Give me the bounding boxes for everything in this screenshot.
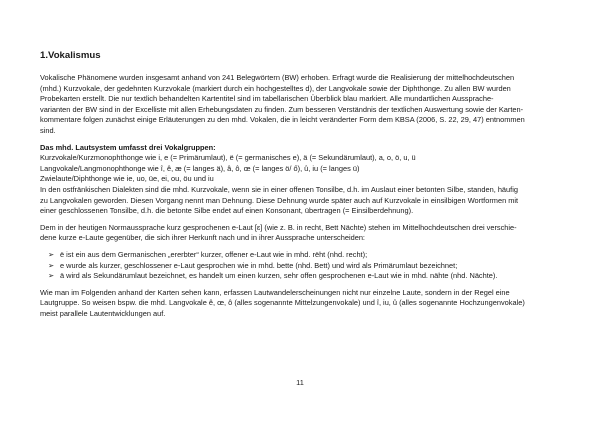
text-line: Probekarten erstellt. Die nur textlich behandelten Kartentitel sind im tabellarischen Überblick blau markiert. Alle mundartlichen Aussprache- [40,94,494,104]
text-line: Dem in der heutigen Normaussprache kurz gesprochenen e-Laut [ɛ] (wie z. B. in recht, Bett Nächte) stehen im Mittelhochdeutschen drei verschie- [40,222,517,232]
text-line: einer geschlossenen Tonsilbe, d.h. die betonte Silbe endet auf einen Konsonant, übertragen (= Einsilberdehnung). [40,206,414,216]
arrow-bullet-icon: ➢ [48,249,55,259]
e-sounds-paragraph [40,223,556,244]
lengthening-paragraph [40,185,556,217]
text-line: Lautgruppe. So weisen bspw. die mhd. Langvokale ê, œ, ô (alles sogenannte Mittelzungenvokale) und î, iu, û (alles sogenannte Hochzungenvokale) [40,298,525,308]
vowel-groups-heading: Das mhd. Lautsystem umfasst drei Vokalgruppen: [40,142,216,152]
text-line: meist parallele Lautentwicklungen auf. [40,308,166,318]
text-line: dene kurze e-Laute gegenüber, die sich ihrer Herkunft nach und in ihrer Aussprache unterscheiden: [40,233,365,243]
vowel-groups [40,153,556,185]
text-line: varianten der BW sind in der Excelliste mit allen Erhebungsdaten zu finden. Zum besseren Verständnis der textlichen Auswertung sowie der Karten- [40,104,524,114]
text-line: In den ostfränkischen Dialekten sind die mhd. Kurzvokale, wenn sie in einer offenen Tonsilbe, d.h. im Auslaut einer betonten Silbe, standen, häufig [40,184,518,194]
list-item-text: ä wird als Sekundärumlaut bezeichnet, es handelt um einen kurzen, sehr offen gesprochenen e-Laut wie in mhd. nähte (nhd. Nächte). [60,271,498,281]
text-line: Vokalische Phänomene wurden insgesamt anhand von 241 Belegwörtern (BW) erhoben. Erfragt wurde die Realisierung der mittelhochdeutschen [40,73,515,82]
text-line: Wie man im Folgenden anhand der Karten sehen kann, erfassen Lautwandelerscheinungen nicht nur einzelne Laute, sondern in der Regel eine [40,287,510,297]
text-line: (mhd.) Kurzvokale, der gedehnten Kurzvokale (markiert durch ein hochgestelltes d), der Langvokale sowie der Diphthonge. Zu allen BW wurden [40,83,511,93]
list-item-text: e wurde als kurzer, geschlossener e-Laut gesprochen wie in mhd. bette (nhd. Bett) und wird als Primärumlaut bezeichnet; [60,260,458,270]
vowel-group-line: Kurzvokale/Kurzmonophthonge wie i, e (= Primärumlaut), ë (= germanisches e), ä (= Sekundärumlaut), a, o, ö, u, ü [40,153,416,163]
page-number: 11 [296,378,304,387]
vowel-group-line: Langvokale/Langmonophthonge wie î, ê, æ (= langes ä), â, ô, œ (= langes ö/ ő), û, iu (= langes ü) [40,163,360,173]
list-item-text: ë ist ein aus dem Germanischen „ererbter“ kurzer, offener e-Laut wie in mhd. rëht (nhd. recht); [60,249,368,259]
arrow-bullet-icon: ➢ [48,260,55,270]
text-line: zu Langvokalen geworden. Diesen Vorgang nennt man Dehnung. Diese Dehnung wurde später auch auf Kurzvokale in einsilbigen Wortformen mit [40,195,519,205]
section-heading: 1.Vokalismus [40,50,101,61]
list-item [40,271,556,282]
arrow-bullet-icon: ➢ [48,271,55,281]
list-item [40,250,556,261]
e-sounds-list [40,250,556,282]
text-line: sind. [40,125,56,135]
sound-change-paragraph [40,288,556,320]
text-line: kommentare folgen zunächst einige Erläuterungen zu den mhd. Vokalen, die in leicht veränderter Form dem KBSA (2006, S. 22, 29, 47) entnommen [40,115,525,125]
vowel-group-line: Zwielaute/Diphthonge wie ie, uo, üe, ei, ou, öu und iu [40,174,214,184]
list-item [40,261,556,272]
intro-paragraph [40,73,556,137]
